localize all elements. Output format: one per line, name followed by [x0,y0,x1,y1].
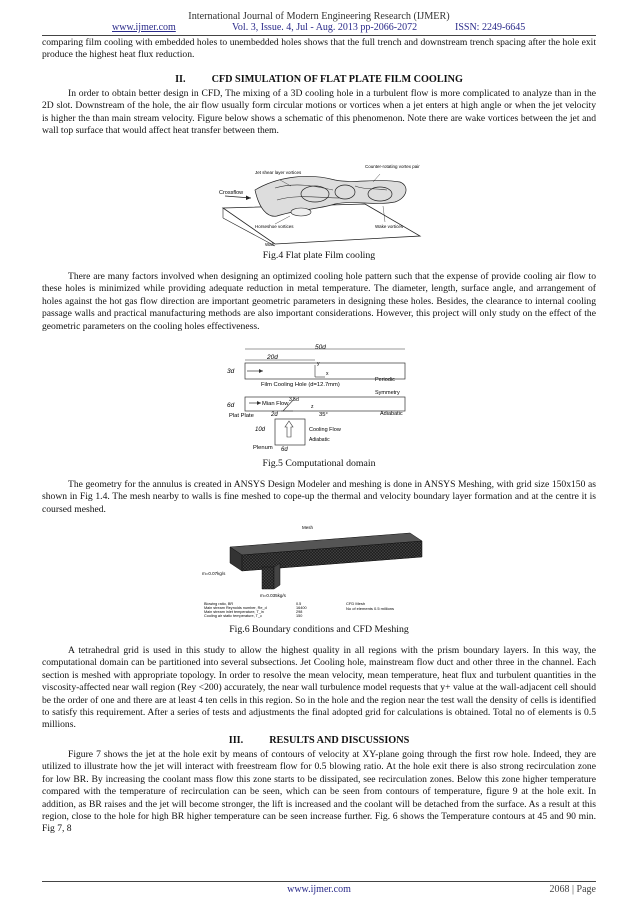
fig5-label-plate: Plat Plate [229,413,254,419]
header-volume: Vol. 3, Issue. 4, Jul - Aug. 2013 pp-2066-2072 [232,22,418,33]
section2-paragraph-4: A tetrahedral grid is used in this study to allow the highest quality in all regions with the prism boundary layers. In this way, the computational domain can be partitioned into several subsections. Jet Cooling hole, mainstream flow duct and other three in the channel. Each section is meshed with appropriate topology. In order to resolve the mean velocity, mean temperature, heat flux and turbulent quantities in the viscosity-affected near wall region (Rey <200) accurately, the near wall turbulence model requests that y+ value at the wall-adjacent cell should be the order of one and there are at least 4 ten cells in this region. So in the hole and the region near the test wall the density of cells is identified to satisfy this requirement. After a series of tests and adjustments the final adopted grid for calculations is obtained. Total no of elements is 0.5 millions. [42,645,596,731]
fig5-label-3-5d: 3.5d [289,397,299,403]
figure-5-caption: Fig.5 Computational domain [262,458,376,469]
fig5-label-6d-2: 6d [281,447,288,453]
fig5-label-adiabatic-2: Adiabatic [309,437,330,443]
fig6-label-elements: No of elements 0.5 millions [346,606,395,611]
section-heading-2 [42,74,596,85]
fig4-label-wake: Wake vortices [375,224,404,229]
fig5-label-3d: 3d [227,368,235,375]
header-issn: ISSN: 2249-6645 [455,22,526,33]
fig5-label-6d: 6d [227,402,235,409]
fig5-label-mainflow: Mian Flow [262,401,289,407]
section2-paragraph-1: In order to obtain better design in CFD, The mixing of a 3D cooling hole in a turbulent flow is more complicated to analyze than in the 2D slot. Downstream of the hole, the air flow usually form circular motions or vortices when a jet enters at high angle or when the jet velocity is higher the than main stream velocity. Figure below shows a schematic of this phenomenon. Note there are wake vortices between the jet and wall top surface that would affect heat transfer between them. [42,88,596,137]
fig5-label-50d: 50d [315,344,326,351]
section2-paragraph-3: The geometry for the annulus is created in ANSYS Design Modeler and meshing is done in ANSYS Meshing, with grid size 150x150 as shown in Fig 1.4. The mesh nearby to walls is fine meshed to cope-up the thermal and velocity boundary layer formation and at the centre it is coursed meshed. [42,479,596,515]
fig5-label-angle: 35° [319,412,328,418]
fig5-label-adiabatic: Adiabatic [380,411,403,417]
figure-6-caption: Fig.6 Boundary conditions and CFD Meshing [229,624,409,635]
fig4-label-counter-rotating: Counter-rotating vortex pair [365,164,420,169]
section-heading-3 [42,735,596,746]
footer-rule [42,881,596,882]
figure-4-film-cooling [215,160,425,248]
fig5-label-x: x [326,371,329,377]
fig6-label-mass-flow-1: m=0.07kg/s [202,571,226,576]
fig6-table-val-1: 0.5 [296,602,302,606]
fig6-label-cfd-mesh: CFD Mesh [346,601,366,606]
footer-site-link[interactable]: www.ijmer.com [287,884,351,895]
section3-paragraph-1: Figure 7 shows the jet at the hole exit by means of contours of velocity at XY-plane going through the first row hole. Indeed, they are utilized to illustrate how the jet will interact with freestream flow for 0.5 blowing ratio. At the hole exit there is also strong recirculation zone for low BR. By increasing the coolant mass flow this zone starts to be dissipated, see recirculation zones. Below this zone higher temperature compared with the temperature of recirculation can be seen, which can be seen from contours of temperature, figure 9 at the hole exit. In addition, as BR raises and the jet will become stronger, the lift is increased and the coolant will be detached from the surface. As a result at this region, close to the hole for high BR higher temperature can be seen increase further. Fig. 6 shows the Temperature contours at 45 and 90 min. Fig 7, 8 [42,749,596,835]
fig4-label-jet-shear: Jet shear layer vortices [255,170,302,175]
fig6-label-mass-flow-2: m=0.035kg/s [260,593,286,598]
fig5-label-z: z [311,404,314,410]
fig5-label-y: y [317,361,320,367]
fig4-label-horseshoe: Horseshoe vortices [255,224,294,229]
fig6-table-row-4: Cooling air static temperature, T_c [204,614,262,618]
fig5-label-coolingflow: Cooling Flow [309,427,341,433]
fig6-label-mesh: Mesh [302,525,314,530]
fig5-label-plenum: Plenum [253,445,273,451]
header-rule [42,35,596,36]
figure-4-caption: Fig.4 Flat plate Film cooling [262,250,376,261]
fig5-label-periodic: Periodic [375,377,395,383]
fig5-label-2d: 2d [271,412,278,418]
fig6-table-val-4: 150 [296,614,303,618]
fig4-label-wall: Wall [265,242,274,247]
intro-paragraph: comparing film cooling with embedded holes to unembedded holes shows that the full trench and downstream trench spacing after the hole exit produce the highest heat flux reduction. [42,37,596,61]
page-number: 2068 | Page [549,884,596,895]
fig6-table-val-2: 16400 [296,606,307,610]
fig6-table-row-1: Blowing ratio, BR [204,602,234,606]
fig5-label-10d: 10d [255,427,266,433]
figure-5-computational-domain [225,343,415,456]
section-title-3: RESULTS AND DISCUSSIONS [269,735,410,746]
section-title-2: CFD SIMULATION OF FLAT PLATE FILM COOLING [211,74,463,85]
fig6-table-val-3: 298 [296,610,303,614]
fig6-table-row-3: Main stream inlet temperature, T_in [204,610,264,614]
fig5-label-hole: Film Cooling Hole (d=12.7mm) [261,382,340,388]
journal-title: International Journal of Modern Engineering Research (IJMER) [188,11,450,22]
fig4-label-crossflow: Crossflow [219,190,244,196]
fig6-table-row-2: Main stream Reynolds number, Re_d [204,606,267,610]
fig5-label-symmetry: Symmetry [375,390,400,396]
fig5-label-20d: 20d [267,354,278,361]
section-number-3: III. [228,735,244,746]
section2-paragraph-2: There are many factors involved when designing an optimized cooling hole pattern such that the expense of provide cooling air flow to these holes is minimized while providing adequate reduction in metal temperature. The diameter, length, surface angle, and arrangement of holes against the hot gas flow direction are important geometric parameters in designing these holes. Besides, the clearance to internal cooling passage walls and practical manufacturing methods are also important considerations. However, this project will only study on the effect of the geometric parameters on the cooling holes effectiveness. [42,271,596,332]
figure-6-boundary-conditions [200,521,440,621]
fig6-parameter-table [204,602,307,618]
header-site-link[interactable]: www.ijmer.com [112,22,176,33]
section-number-2: II. [175,74,186,85]
